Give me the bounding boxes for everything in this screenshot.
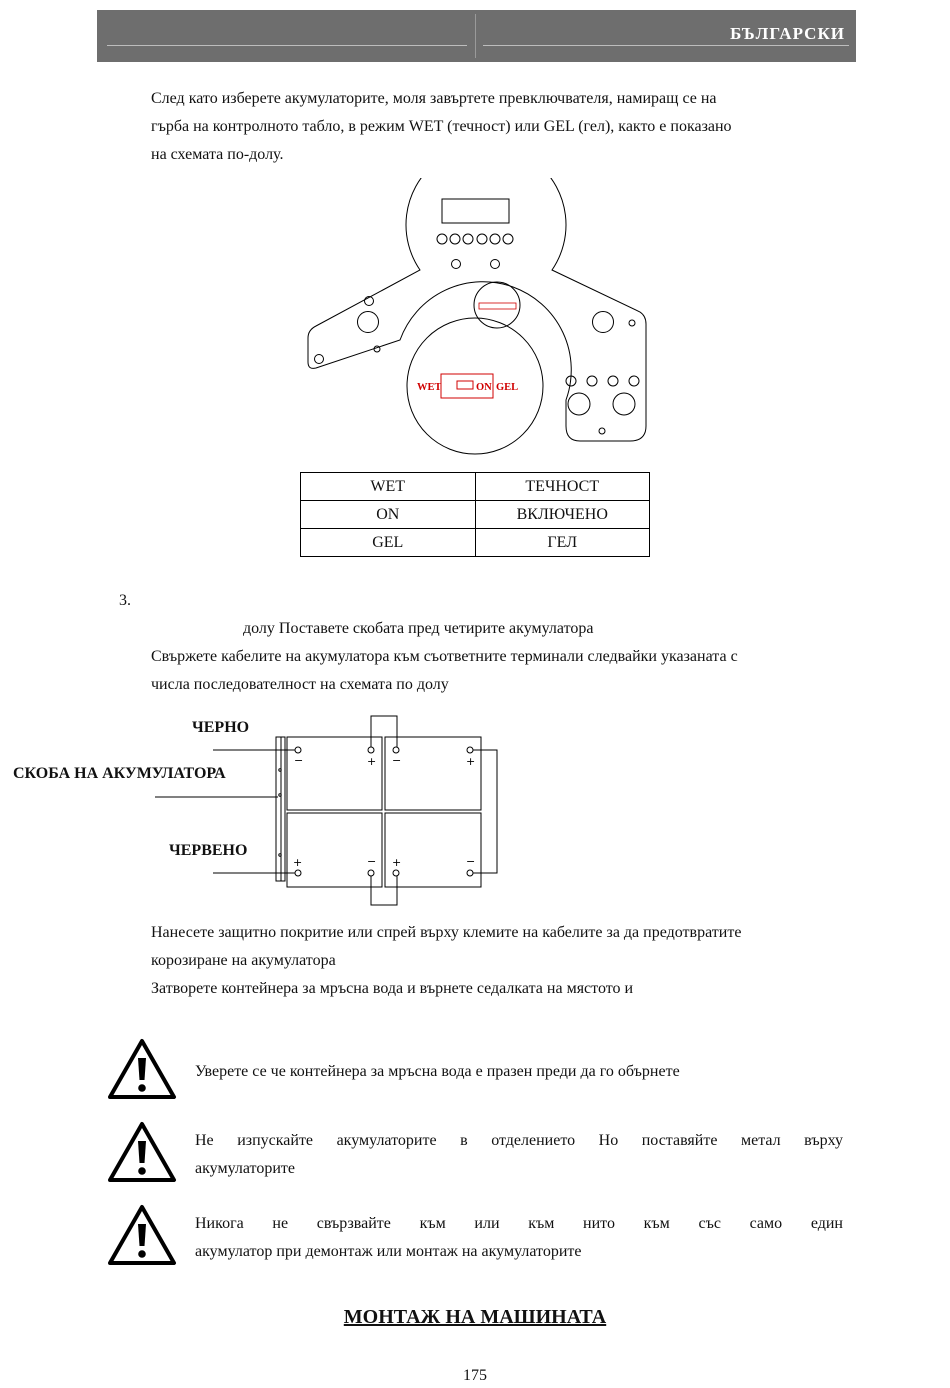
after-line-2: корозиране на акумулатора [151, 952, 336, 969]
panel-outline [308, 178, 646, 441]
polarity-plus: + [293, 856, 303, 869]
battery-bottom-right [385, 813, 481, 887]
header-bar [97, 10, 856, 62]
label-red-cable: ЧЕРВЕНО [169, 842, 248, 859]
table-cell: ON [301, 501, 476, 529]
control-panel-diagram [300, 178, 652, 458]
warning-icon [107, 1204, 177, 1266]
page-number: 175 [463, 1367, 487, 1384]
warning-2-text-line-2: акумулаторите [195, 1160, 295, 1177]
table-row [301, 529, 650, 557]
table-row [301, 473, 650, 501]
warning-icon [107, 1121, 177, 1183]
after-line-1: Нанесете защитно покритие или спрей върху клемите на кабелите за да предотвратите [151, 924, 742, 941]
polarity-minus: − [466, 855, 476, 868]
intro-line-1: След като изберете акумулаторите, моля завъртете превключвателя, намиращ се на [151, 90, 717, 107]
switch-label-gel: GEL [496, 382, 519, 393]
polarity-plus: + [466, 755, 476, 768]
table-cell: GEL [301, 529, 476, 557]
intro-line-2: гърба на контролното табло, в режим WET (течност) или GEL (гел), както е показано [151, 118, 732, 135]
table-cell: ВКЛЮЧЕНО [475, 501, 650, 529]
polarity-minus: − [392, 754, 402, 767]
battery-bottom-left [287, 813, 382, 887]
warning-3-text-line-1: Никога не свързвайте към или към нито към със само един [195, 1215, 843, 1232]
battery-top-left [287, 737, 382, 810]
battery-top-right [385, 737, 481, 810]
right-jumper [473, 750, 497, 873]
label-black-cable: ЧЕРНО [192, 719, 250, 736]
after-line-3: Затворете контейнера за мръсна вода и върнете седалката на мястото и [151, 980, 634, 997]
step3-line-2: Свържете кабелите на акумулатора към съответните терминали следвайки указаната с [151, 648, 738, 665]
step3-line-3: числа последователност на схемата по долу [151, 676, 449, 693]
header-rule-right [483, 45, 849, 46]
step-number: 3. [119, 592, 131, 609]
switch-location [474, 282, 520, 328]
warning-icon [107, 1038, 177, 1100]
section-title: МОНТАЖ НА МАШИНАТА [343, 1306, 607, 1328]
switch-label-on: ON [476, 382, 492, 393]
display-window [442, 199, 509, 223]
header-rule-left [107, 45, 467, 46]
warning-2-text-line-1: Не изпускайте акумулаторите в отделението Но поставяйте метал върху [195, 1132, 843, 1149]
table-row [301, 501, 650, 529]
warning-1-text: Уверете се че контейнера за мръсна вода е празен преди да го обърнете [195, 1063, 680, 1080]
polarity-minus: − [294, 754, 304, 767]
switch-legend-table [300, 472, 650, 557]
language-label: БЪЛГАРСКИ [730, 24, 845, 43]
step3-line-1: долу Поставете скобата пред четирите акумулатора [243, 620, 594, 637]
polarity-plus: + [367, 755, 377, 768]
polarity-minus: − [367, 855, 377, 868]
switch-label-wet: WET [417, 382, 442, 393]
header-divider [475, 14, 476, 58]
top-jumper [371, 716, 397, 747]
intro-line-3: на схемата по-долу. [151, 146, 284, 163]
table-cell: ГЕЛ [475, 529, 650, 557]
bottom-jumper [371, 876, 397, 905]
label-battery-bracket: СКОБА НА АКУМУЛАТОРА [13, 765, 226, 782]
polarity-plus: + [392, 856, 402, 869]
table-cell: WET [301, 473, 476, 501]
battery-wiring-diagram [150, 712, 510, 912]
warning-3-text-line-2: акумулатор при демонтаж или монтаж на акумулаторите [195, 1243, 582, 1260]
table-cell: ТЕЧНОСТ [475, 473, 650, 501]
